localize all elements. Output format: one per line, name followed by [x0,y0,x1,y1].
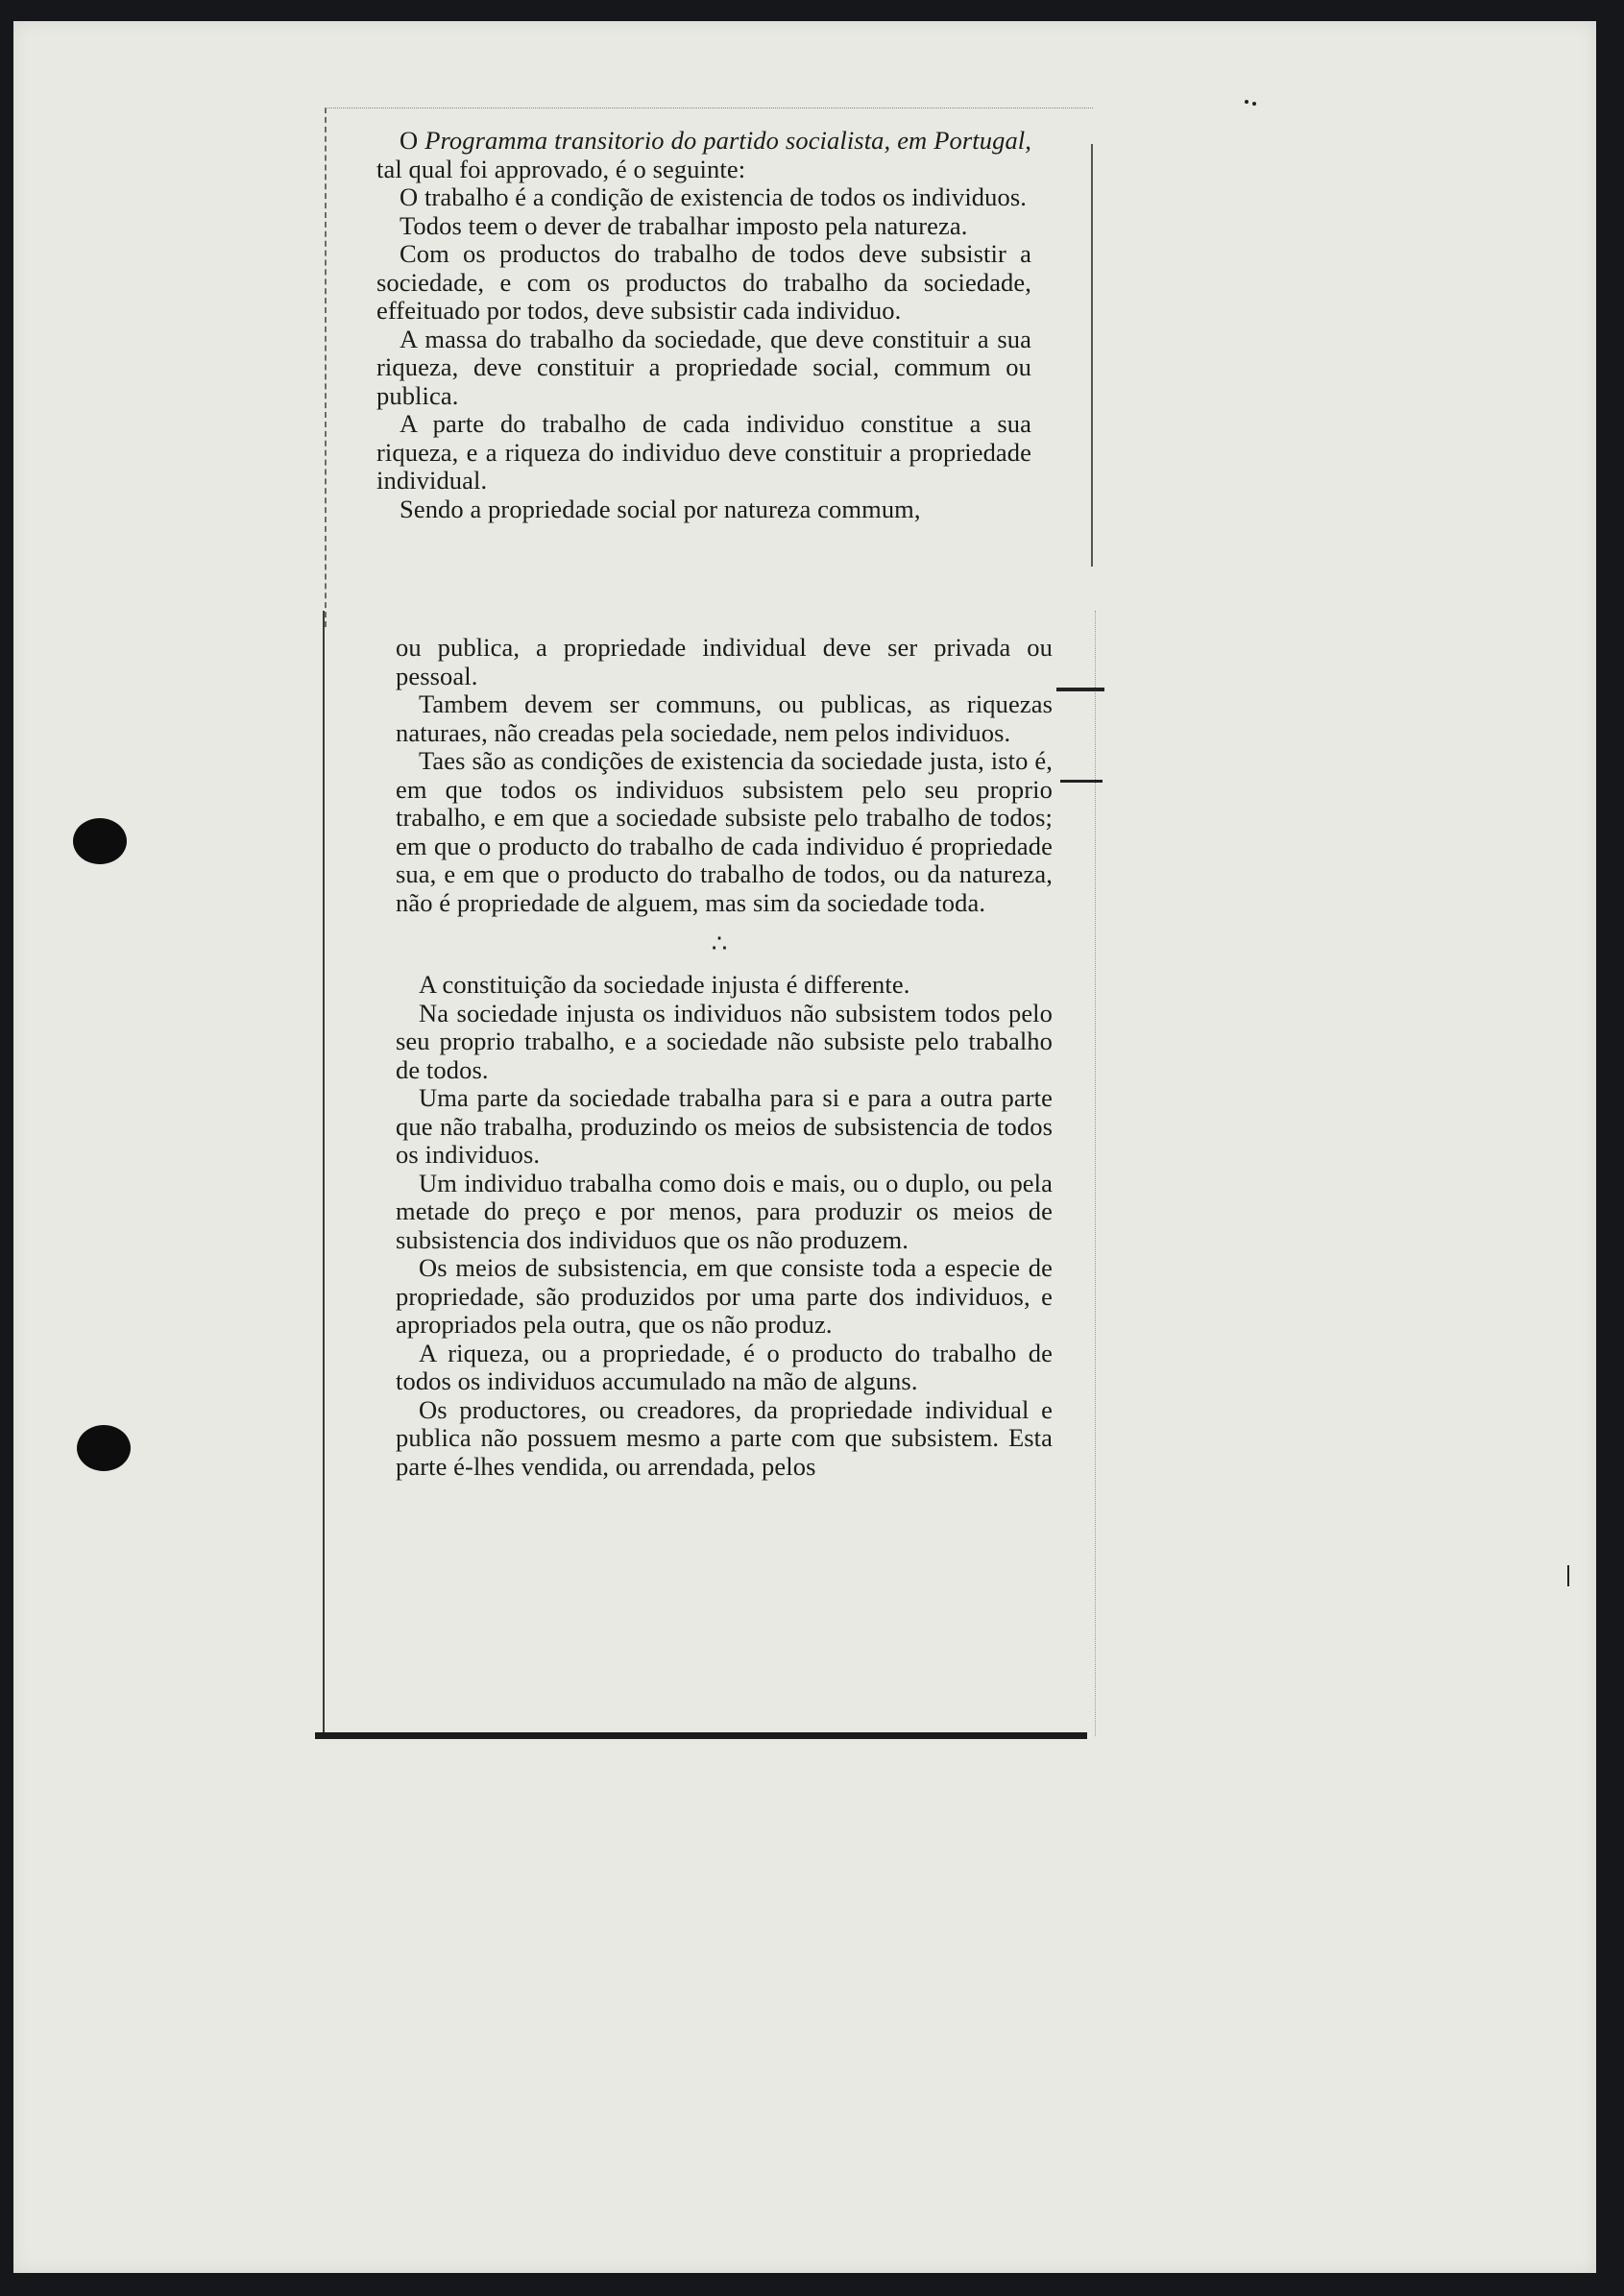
paragraph: Os meios de subsistencia, em que consiste toda a especie de propriedade, são produzidos por uma parte dos individuos, e apropriados pela outra, que os não produz. [396,1253,1053,1339]
paragraph: Um individuo trabalha como dois e mais, ou o duplo, ou pela metade do preço e por menos, para produzir os meios de subsistencia dos individuos que os não produzem. [396,1168,1053,1254]
paragraph: A riqueza, ou a propriedade, é o producto do trabalho de todos os individuos accumulado na mão de alguns. [396,1338,1053,1395]
punch-hole-upper [73,818,127,864]
intro-prefix: O [400,126,425,155]
margin-mark [1252,102,1256,106]
paragraph: Uma parte da sociedade trabalha para si e para a outra parte que não trabalha, produzindo os meios de subsistencia de todos os individuos. [396,1083,1053,1169]
clipping-edge-mark [1060,780,1103,783]
intro-paragraph [376,127,1031,183]
paragraph: Os productores, ou creadores, da propriedade individual e publica não possuem mesmo a parte com que subsistem. Esta parte é-lhes vendida, ou arrendada, pelos [396,1394,1053,1481]
clipping-bottom-rule [315,1732,1087,1739]
continuation-paragraph: ou publica, a propriedade individual deve ser privada ou pessoal. [396,633,1053,690]
paragraph: A parte do trabalho de cada individuo constitue a sua riqueza, e a riqueza do individuo deve constituir a propriedade individual. [376,409,1031,495]
paragraph: A constituição da sociedade injusta é differente. [419,970,910,999]
clipping-edge-mark [1056,688,1104,691]
paragraph: Taes são as condições de existencia da sociedade justa, isto é, em que todos os individuos subsistem pelo seu proprio trabalho, e em que a sociedade subsiste pelo trabalho de todos; em que o producto do trabalho de cada individuo é propriedade sua, e em que o producto do trabalho de todos, ou da natureza, não é propriedade de alguem, mas sim da sociedade toda. [396,746,1053,917]
paragraph: A massa do trabalho da sociedade, que deve constituir a sua riqueza, deve constituir a propriedade social, commum ou publica. [376,324,1031,410]
paragraph: Na sociedade injusta os individuos não subsistem todos pelo seu proprio trabalho, e a sociedade não subsiste pelo trabalho de todos. [396,998,1053,1084]
section-separator: ∴ [711,930,738,957]
paragraph: O trabalho é a condição de existencia de todos os individuos. [400,182,1027,211]
margin-mark [1245,100,1248,104]
paragraph: Todos teem o dever de trabalhar imposto pela natureza. [400,210,968,240]
clipping-lower-text [396,634,1053,1481]
paragraph: Com os productos do trabalho de todos deve subsistir a sociedade, e com os productos do trabalho da sociedade, effeituado por todos, deve subsistir cada individuo. [376,239,1031,325]
intro-title: Programma transitorio do partido socialista, em Portugal, [424,126,1031,155]
paragraph: Tambem devem ser communs, ou publicas, as riquezas naturaes, não creadas pela sociedade, nem pelos individuos. [396,689,1053,747]
paragraph: Sendo a propriedade social por natureza commum, [400,494,921,523]
punch-hole-lower [77,1425,131,1471]
clipping-upper-text [376,127,1031,523]
intro-suffix: tal qual foi approvado, é o seguinte: [376,154,746,183]
margin-tick [1567,1565,1569,1586]
clipping-edge-mark [1091,144,1093,567]
